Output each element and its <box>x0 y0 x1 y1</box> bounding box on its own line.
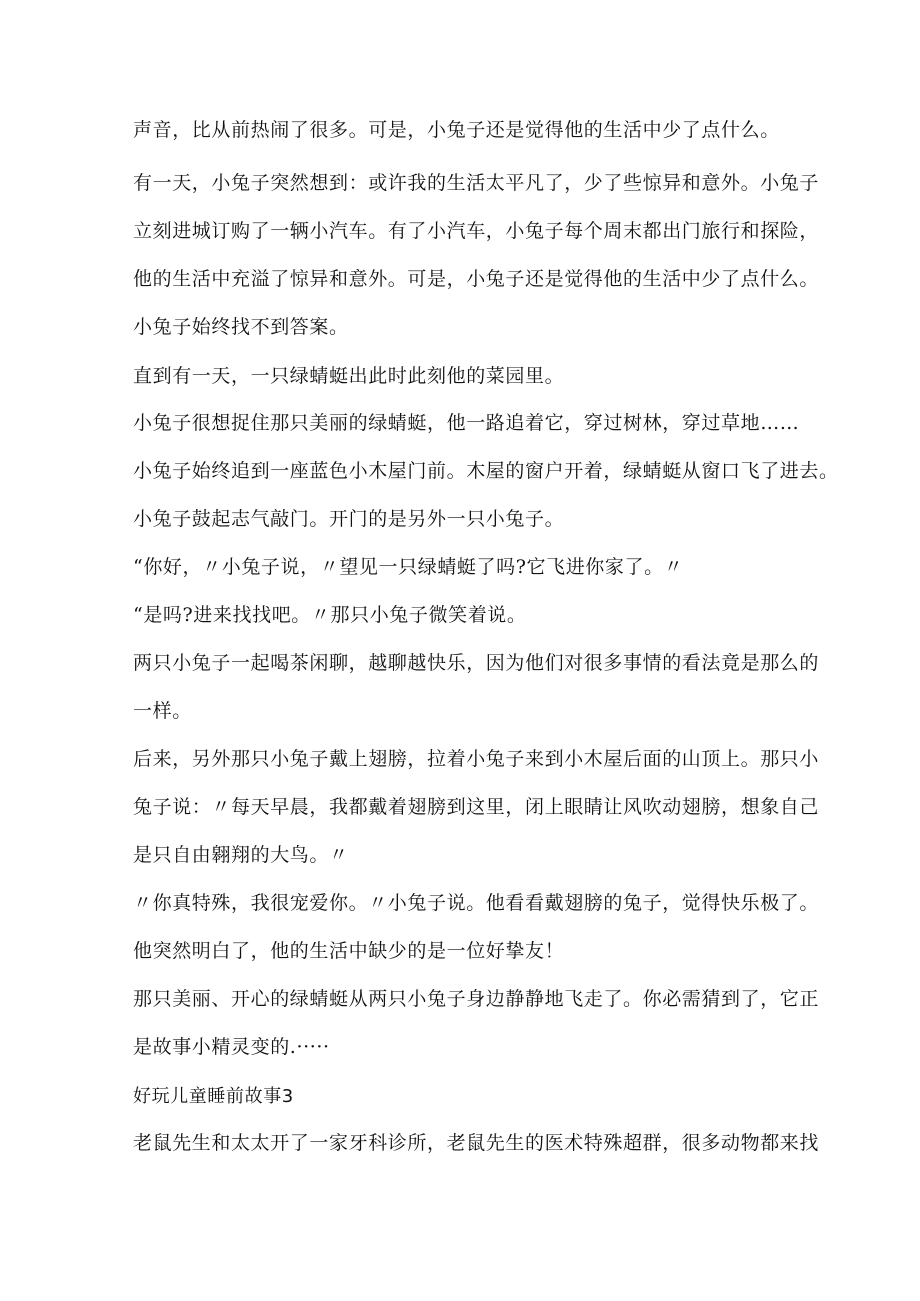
text-line: 后来，另外那只小兔子戴上翅膀，拉着小兔子来到小木屋后面的山顶上。那只小 <box>133 748 820 770</box>
text-line: 兔子说：〃每天早晨，我都戴着翅膀到这里，闭上眼睛让风吹动翅膀，想象自己 <box>133 796 820 818</box>
text-line: 有一天，小兔子突然想到：或许我的生活太平凡了，少了些惊异和意外。小兔子 <box>133 172 820 194</box>
text-line: 是只自由翱翔的大鸟。〃 <box>133 844 349 866</box>
text-line: “是吗?进来找找吧。〃那只小兔子微笑着说。 <box>133 604 527 626</box>
text-line: 一样。 <box>133 700 192 722</box>
text-line: 立刻进城订购了一辆小汽车。有了小汽车，小兔子每个周末都出门旅行和探险， <box>133 220 820 242</box>
section-heading: 好玩儿童睡前故事3 <box>133 1086 294 1107</box>
text-line: 两只小兔子一起喝茶闲聊，越聊越快乐，因为他们对很多事情的看法竟是那么的 <box>133 652 820 674</box>
text-line: 小兔子鼓起志气敲门。开门的是另外一只小兔子。 <box>133 508 565 530</box>
text-line: 小兔子始终追到一座蓝色小木屋门前。木屋的窗户开着，绿蜻蜓从窗口飞了进去。 <box>133 460 839 482</box>
text-line: 老鼠先生和太太开了一家牙科诊所，老鼠先生的医术特殊超群，很多动物都来找 <box>133 1132 820 1154</box>
text-line: 小兔子始终找不到答案。 <box>133 316 349 338</box>
text-line: 〃你真特殊，我很宠爱你。〃小兔子说。他看看戴翅膀的兔子，觉得快乐极了。 <box>133 892 820 914</box>
text-line: 他突然明白了，他的生活中缺少的是一位好挚友！ <box>133 940 565 962</box>
text-line: 那只美丽、开心的绿蜻蜓从两只小兔子身边静静地飞走了。你必需猜到了，它正 <box>133 988 820 1010</box>
text-line: 直到有一天，一只绿蜻蜓出此时此刻他的菜园里。 <box>133 365 565 387</box>
text-line: 是故事小精灵变的.····· <box>133 1036 330 1058</box>
text-line: 声音，比从前热闹了很多。可是，小兔子还是觉得他的生活中少了点什么。 <box>133 119 780 141</box>
text-line: 他的生活中充溢了惊异和意外。可是，小兔子还是觉得他的生活中少了点什么。 <box>133 268 820 290</box>
text-line: 小兔子很想捉住那只美丽的绿蜻蜓，他一路追着它，穿过树林，穿过草地…… <box>133 412 800 434</box>
text-line: “你好，〃小兔子说，〃望见一只绿蜻蜓了吗?它飞进你家了。〃 <box>133 556 684 578</box>
